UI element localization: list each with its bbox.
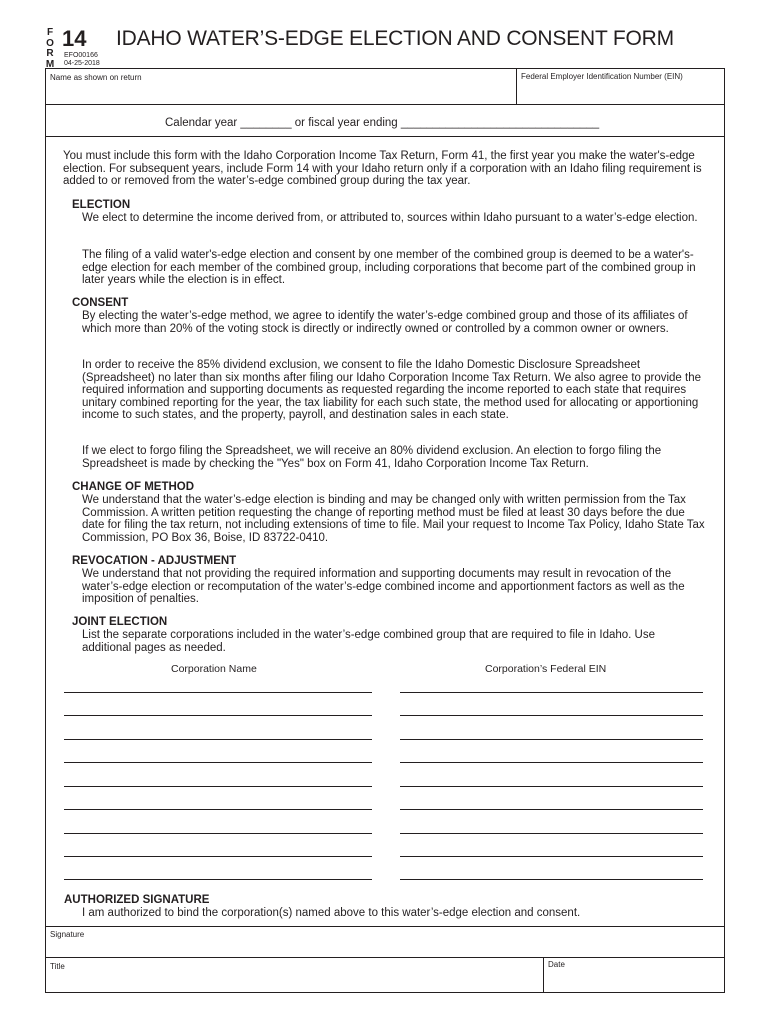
title-date-divider	[543, 957, 544, 993]
name-ein-divider	[516, 68, 517, 104]
consent-heading: CONSENT	[72, 297, 129, 309]
corporation-ein-line[interactable]	[400, 879, 703, 880]
consent-paragraph-2: In order to receive the 85% dividend exclusion, we consent to file the Idaho Domestic Disclosure Spreadsheet (Spreadsheet) no later than six months after filing our Idaho Corporation Income Tax Return. We also agree to provide the required information and supporting documents as requested regarding the income reported to each state that requires unitary combined reporting for the year, the tax liability for each such state, the method used for allocating or apportioning income to such states, and the property, payroll, and destination sales in each state.	[82, 359, 702, 422]
form-letter-m: M	[45, 58, 55, 70]
corporation-ein-line[interactable]	[400, 762, 703, 763]
corporation-name-line[interactable]	[64, 762, 372, 763]
calendar-year-field[interactable]: Calendar year ________ or fiscal year ending _______________________________	[165, 117, 600, 129]
date-field[interactable]	[548, 960, 565, 970]
date-label: Date	[548, 960, 565, 969]
corporation-name-line[interactable]	[64, 692, 372, 693]
corporation-name-line[interactable]	[64, 879, 372, 880]
intro-text: You must include this form with the Idaho Corporation Income Tax Return, Form 41, the first year you make the water's-edge election. For subsequent years, include Form 14 with your Idaho return only if a corporation with an Idaho filing requirement is added to or removed from the water’s-edge combined group during the tax year.	[63, 150, 702, 188]
change-method-heading: CHANGE OF METHOD	[72, 481, 195, 493]
consent-paragraph-1: By electing the water’s-edge method, we agree to identify the water’s-edge combined group and those of its affiliates of which more than 20% of the voting stock is directly or indirectly owned or controlled by a common owner or owners.	[82, 310, 688, 335]
form-letter-o: O	[46, 37, 54, 49]
signature-label: Signature	[50, 930, 85, 939]
joint-election-heading: JOINT ELECTION	[72, 616, 168, 628]
corporation-ein-line[interactable]	[400, 856, 703, 857]
corporation-ein-line[interactable]	[400, 833, 703, 834]
corporation-name-line[interactable]	[64, 739, 372, 740]
page-title: IDAHO WATER’S-EDGE ELECTION AND CONSENT FORM	[116, 27, 674, 50]
fein-field[interactable]	[521, 72, 683, 82]
corporation-name-line[interactable]	[64, 786, 372, 787]
corporation-name-column-header: Corporation Name	[171, 663, 257, 675]
corporation-name-line[interactable]	[64, 715, 372, 716]
consent-paragraph-3: If we elect to forgo filing the Spreadsheet, we will receive an 80% dividend exclusion. An election to forgo filing the Spreadsheet is made by checking the "Yes" box on Form 41, Idaho Corporation Income Tax Return.	[82, 445, 662, 470]
corporation-ein-line[interactable]	[400, 692, 703, 693]
title-label: Title	[50, 962, 65, 971]
authorized-signature-paragraph: I am authorized to bind the corporation(s) named above to this water’s-edge election and consent.	[82, 907, 581, 919]
form-letter-r: R	[46, 48, 54, 59]
name-label: Name as shown on return	[50, 73, 142, 82]
corporation-name-line[interactable]	[64, 856, 372, 857]
joint-election-paragraph: List the separate corporations included in the water’s-edge combined group that are required to file in Idaho. Use additional pages as needed.	[82, 629, 656, 654]
election-paragraph-1: We elect to determine the income derived from, or attributed to, sources within Idaho pursuant to a water’s-edge election.	[82, 212, 698, 224]
change-method-paragraph: We understand that the water’s-edge election is binding and may be changed only with written permission from the Tax Commission. A written petition requesting the change of reporting method must be filed at least 30 days before the due date for filing the tax return, not including extensions of time to file. Mail your request to Income Tax Policy, Idaho State Tax Commission, PO Box 36, Boise, ID 83722-0410.	[82, 494, 705, 544]
election-paragraph-2: The filing of a valid water's-edge election and consent by one member of the combined group is deemed to be a water's-edge election for each member of the combined group, including corporations that become part of the combined group in later years while the election is in effect.	[82, 249, 696, 287]
corporation-ein-column-header: Corporation’s Federal EIN	[485, 663, 607, 675]
corporation-ein-line[interactable]	[400, 739, 703, 740]
title-row-divider	[45, 957, 725, 958]
form-vertical-label	[45, 28, 55, 70]
name-field[interactable]	[50, 73, 142, 83]
row-divider-top	[45, 104, 725, 105]
form-code-block	[64, 52, 100, 68]
authorized-signature-heading: AUTHORIZED SIGNATURE	[64, 894, 210, 906]
corporation-ein-line[interactable]	[400, 786, 703, 787]
corporation-name-line[interactable]	[64, 809, 372, 810]
form-date: 04-25-2018	[64, 60, 100, 67]
revocation-heading: REVOCATION - ADJUSTMENT	[72, 555, 237, 567]
fein-label: Federal Employer Identification Number (EIN)	[521, 72, 683, 81]
election-heading: ELECTION	[72, 199, 131, 211]
corporation-ein-line[interactable]	[400, 715, 703, 716]
revocation-paragraph: We understand that not providing the required information and supporting documents may result in revocation of the water’s-edge election or recomputation of the water’s-edge combined income and apportionment factors as well as the imposition of penalties.	[82, 568, 685, 606]
form-letter-f: F	[46, 27, 54, 38]
corporation-ein-line[interactable]	[400, 809, 703, 810]
form-number: 14	[62, 26, 87, 51]
corporation-name-line[interactable]	[64, 833, 372, 834]
title-field[interactable]	[50, 962, 65, 972]
signature-row-divider	[45, 926, 725, 927]
form-code: EFO00166	[64, 52, 98, 59]
row-divider-calendar	[45, 136, 725, 137]
signature-field[interactable]	[50, 930, 84, 940]
